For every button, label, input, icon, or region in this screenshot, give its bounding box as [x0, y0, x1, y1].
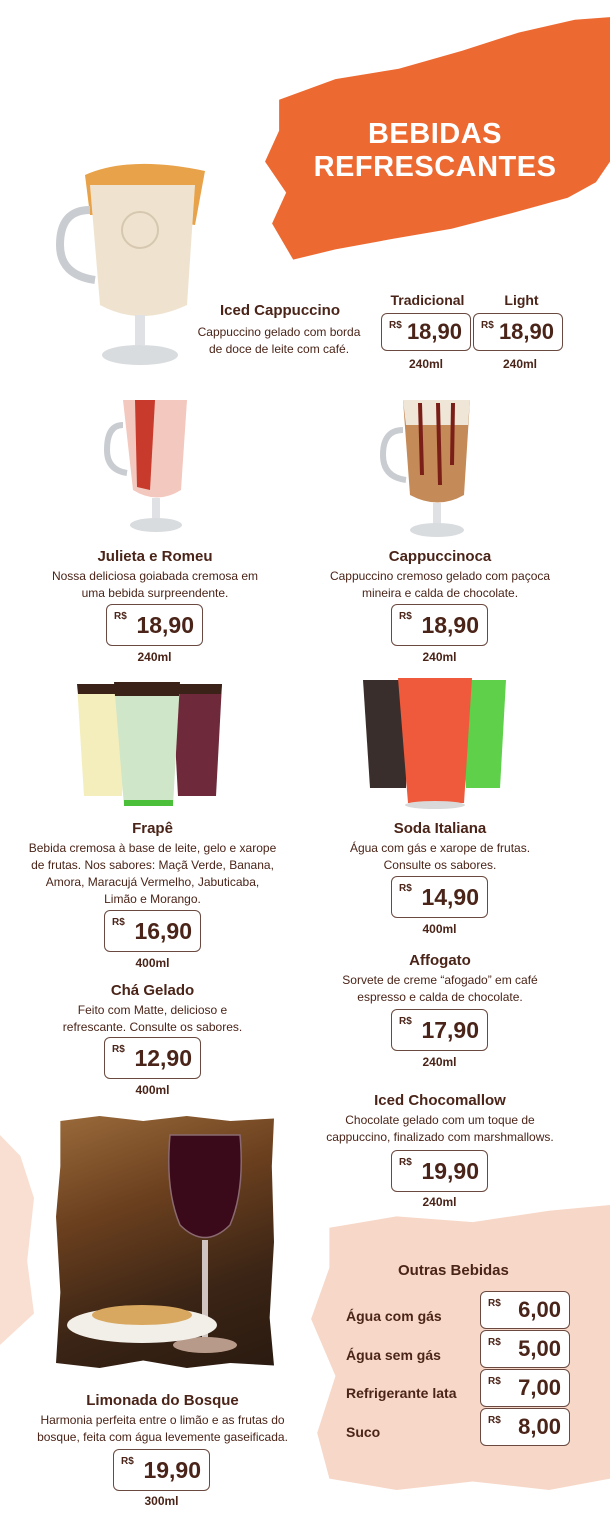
currency: R$ — [488, 1337, 501, 1348]
other-item-label: Suco — [346, 1424, 381, 1440]
other-item-price-box — [480, 1291, 570, 1329]
currency: R$ — [481, 320, 494, 331]
price-box-light — [473, 313, 563, 351]
currency: R$ — [488, 1298, 501, 1309]
limonada-desc — [25, 1412, 300, 1446]
price-value: 12,90 — [134, 1045, 192, 1071]
cappuccinoca-desc — [315, 568, 565, 602]
currency: R$ — [114, 611, 127, 622]
desc-line: de frutas. Nos sabores: Maçã Verde, Banana, — [31, 858, 274, 872]
frape-name: Frapê — [132, 820, 173, 837]
cappuccinoca-volume: 240ml — [422, 650, 457, 664]
limonada-name: Limonada do Bosque — [86, 1392, 239, 1409]
desc-line: Sorvete de creme “afogado” em café — [342, 973, 538, 987]
soda-italiana-image — [360, 678, 510, 808]
soda-price-box — [391, 876, 488, 918]
other-item-label: Refrigerante lata — [346, 1385, 457, 1401]
currency: R$ — [488, 1415, 501, 1426]
chocomallow-volume: 240ml — [422, 1195, 457, 1209]
julieta-name: Julieta e Romeu — [97, 548, 213, 565]
soda-volume: 400ml — [422, 922, 457, 936]
title-line-2: REFRESCANTES — [313, 151, 557, 183]
title-line-1: BEBIDAS — [367, 118, 502, 150]
price-value: 18,90 — [136, 612, 194, 638]
desc-line: Feito com Matte, delicioso e — [77, 1003, 228, 1017]
cha-name: Chá Gelado — [110, 982, 195, 999]
other-drinks-title: Outras Bebidas — [398, 1262, 509, 1279]
price-value: 7,00 — [518, 1375, 561, 1400]
desc-line: cappuccino, finalizado com marshmallows. — [326, 1130, 554, 1144]
decor-brush-left — [0, 1135, 34, 1345]
currency: R$ — [488, 1376, 501, 1387]
price-value: 18,90 — [406, 319, 462, 344]
price-value: 17,90 — [421, 1017, 479, 1043]
price-value: 8,00 — [518, 1414, 561, 1439]
currency: R$ — [389, 320, 402, 331]
cha-desc — [30, 1002, 275, 1036]
desc-line: uma bebida surpreendente. — [81, 586, 229, 600]
currency: R$ — [112, 1044, 125, 1055]
other-item-label: Água sem gás — [346, 1347, 441, 1363]
julieta-desc — [30, 568, 280, 602]
price-value: 16,90 — [134, 918, 192, 944]
desc-line: Limão e Morango. — [104, 892, 201, 906]
other-item-price-box — [480, 1408, 570, 1446]
desc-line: Nossa deliciosa goiabada cremosa em — [51, 569, 259, 583]
desc-line: Chocolate gelado com um toque de — [345, 1113, 535, 1127]
cha-price-box — [104, 1037, 201, 1079]
page-title — [300, 118, 570, 184]
volume-tradicional: 240ml — [408, 357, 444, 371]
desc-line: Cappuccino cremoso gelado com paçoca — [329, 569, 551, 583]
volume-light: 240ml — [502, 357, 538, 371]
option-label-light: Light — [504, 292, 539, 308]
other-item-label: Água com gás — [346, 1308, 442, 1324]
affogato-name: Affogato — [409, 952, 471, 969]
price-value: 18,90 — [421, 612, 479, 638]
currency: R$ — [399, 1016, 412, 1027]
price-value: 14,90 — [421, 884, 479, 910]
currency: R$ — [399, 883, 412, 894]
price-value: 19,90 — [421, 1158, 479, 1184]
desc-line: Cappuccino gelado com borda — [197, 325, 361, 339]
price-value: 18,90 — [498, 319, 554, 344]
frape-price-box — [104, 910, 201, 952]
currency: R$ — [112, 917, 125, 928]
option-label-tradicional: Tradicional — [390, 292, 465, 308]
chocomallow-name: Iced Chocomallow — [374, 1092, 506, 1109]
cha-volume: 400ml — [135, 1083, 170, 1097]
price-value: 6,00 — [518, 1297, 561, 1322]
other-item-price-box — [480, 1369, 570, 1407]
desc-line: de doce de leite com café. — [208, 342, 350, 356]
other-item-price-box — [480, 1330, 570, 1368]
affogato-desc — [315, 972, 565, 1006]
soda-desc — [315, 840, 565, 874]
cappuccinoca-price-box — [391, 604, 488, 646]
soda-name: Soda Italiana — [393, 820, 487, 837]
currency: R$ — [399, 1157, 412, 1168]
frape-volume: 400ml — [135, 956, 170, 970]
desc-line: espresso e calda de chocolate. — [357, 990, 523, 1004]
currency: R$ — [121, 1456, 134, 1467]
price-value: 19,90 — [143, 1457, 201, 1483]
iced-cappuccino-desc — [190, 324, 368, 358]
plate-image — [62, 1290, 212, 1345]
iced-cappuccino-name: Iced Cappuccino — [219, 302, 341, 319]
frape-desc — [20, 840, 285, 908]
desc-line: Harmonia perfeita entre o limão e as frutas do — [40, 1413, 285, 1427]
chocomallow-desc — [310, 1112, 570, 1146]
desc-line: Bebida cremosa à base de leite, gelo e xarope — [28, 841, 277, 855]
desc-line: bosque, feita com água levemente gaseificada. — [37, 1430, 288, 1444]
cappuccinoca-image — [378, 395, 478, 540]
price-value: 5,00 — [518, 1336, 561, 1361]
affogato-volume: 240ml — [422, 1055, 457, 1069]
desc-line: mineira e calda de chocolate. — [361, 586, 519, 600]
julieta-volume: 240ml — [137, 650, 172, 664]
limonada-price-box — [113, 1449, 210, 1491]
limonada-volume: 300ml — [144, 1494, 179, 1508]
desc-line: Água com gás e xarope de frutas. — [349, 841, 531, 855]
desc-line: Amora, Maracujá Vermelho, Jabuticaba, — [45, 875, 260, 889]
desc-line: Consulte os sabores. — [383, 858, 497, 872]
julieta-image — [105, 395, 195, 535]
price-box-tradicional — [381, 313, 471, 351]
affogato-price-box — [391, 1009, 488, 1051]
chocomallow-price-box — [391, 1150, 488, 1192]
cappuccinoca-name: Cappuccinoca — [388, 548, 492, 565]
julieta-price-box — [106, 604, 203, 646]
desc-line: refrescante. Consulte os sabores. — [62, 1020, 243, 1034]
currency: R$ — [399, 611, 412, 622]
frape-image — [72, 678, 227, 813]
